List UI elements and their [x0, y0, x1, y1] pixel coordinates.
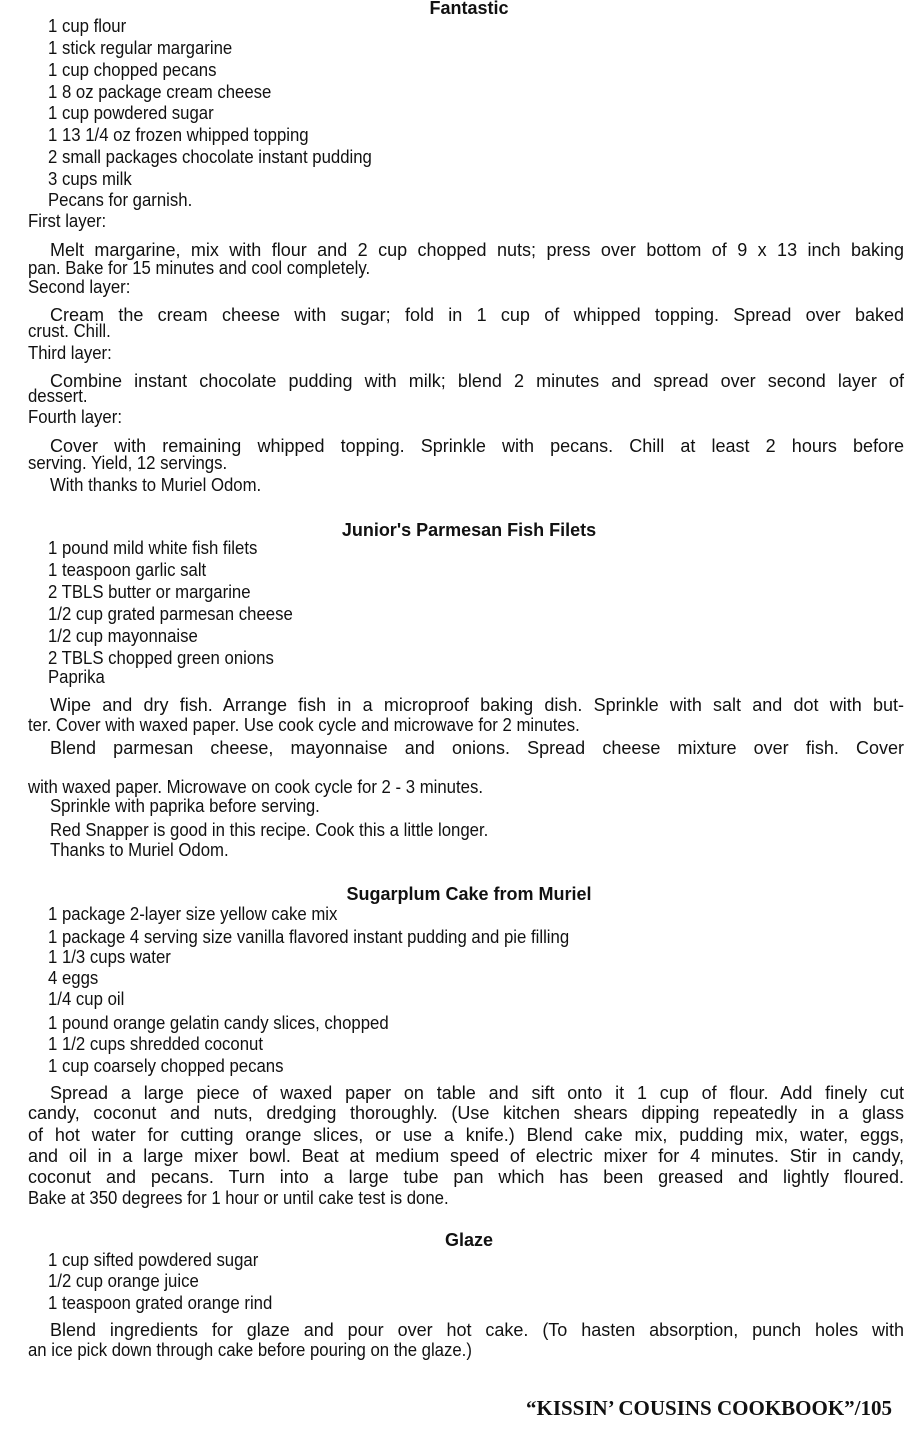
recipe-line: Melt margarine, mix with flour and 2 cup chopped nuts; press over bottom of 9 x 13 inch baking: [50, 240, 904, 260]
recipe-line: 2 TBLS butter or margarine: [48, 582, 251, 602]
recipe-line: Red Snapper is good in this recipe. Cook this a little longer.: [50, 820, 489, 840]
recipe-line: Blend ingredients for glaze and pour over hot cake. (To hasten absorption, punch holes with: [50, 1320, 904, 1340]
recipe-line: 4 eggs: [48, 968, 99, 988]
recipe-line: 1 pound mild white fish filets: [48, 538, 258, 558]
recipe-line: ter. Cover with waxed paper. Use cook cycle and microwave for 2 minutes.: [28, 715, 580, 735]
recipe-line: Thanks to Muriel Odom.: [50, 840, 229, 860]
recipe-line: 1 teaspoon garlic salt: [48, 560, 207, 580]
recipe-line: dessert.: [28, 386, 88, 406]
recipe-line: Cream the cream cheese with sugar; fold in 1 cup of whipped topping. Spread over baked: [50, 305, 904, 325]
recipe-line: 1 teaspoon grated orange rind: [48, 1293, 273, 1313]
recipe-line: coconut and pecans. Turn into a large tube pan which has been greased and lightly floured.: [28, 1167, 904, 1187]
recipe-line: and oil in a large mixer bowl. Beat at medium speed of electric mixer for 4 minutes. Stir in candy,: [28, 1146, 904, 1166]
recipe-line: 1 package 4 serving size vanilla flavored instant pudding and pie filling: [48, 927, 570, 947]
recipe-line: 1 pound orange gelatin candy slices, chopped: [48, 1013, 389, 1033]
recipe-title: Glaze: [444, 1230, 494, 1250]
recipe-line: 1 cup sifted powdered sugar: [48, 1250, 259, 1270]
recipe-line: Cover with remaining whipped topping. Sprinkle with pecans. Chill at least 2 hours before: [50, 436, 904, 456]
recipe-line: of hot water for cutting orange slices, or use a knife.) Blend cake mix, pudding mix, water, eggs,: [28, 1125, 904, 1145]
recipe-line: candy, coconut and nuts, dredging thoroughly. (Use kitchen shears dipping repeatedly in a glass: [28, 1103, 904, 1123]
recipe-line: with waxed paper. Microwave on cook cycle for 2 - 3 minutes.: [28, 777, 483, 797]
recipe-line: Second layer:: [28, 277, 131, 297]
recipe-line: pan. Bake for 15 minutes and cool completely.: [28, 258, 371, 278]
recipe-line: Wipe and dry fish. Arrange fish in a microproof baking dish. Sprinkle with salt and dot with but-: [50, 695, 904, 715]
recipe-line: an ice pick down through cake before pouring on the glaze.): [28, 1340, 472, 1360]
recipe-line: 1 1/2 cups shredded coconut: [48, 1034, 263, 1054]
recipe-line: 1 cup coarsely chopped pecans: [48, 1056, 284, 1076]
page-footer: “KISSIN’ COUSINS COOKBOOK”/105: [525, 1396, 892, 1420]
recipe-line: 1 1/3 cups water: [48, 947, 171, 967]
recipe-line: 2 TBLS chopped green onions: [48, 648, 274, 668]
recipe-title: Fantastic: [429, 0, 509, 18]
recipe-line: Paprika: [48, 667, 105, 687]
recipe-line: 1 cup flour: [48, 16, 127, 36]
recipe-line: crust. Chill.: [28, 321, 111, 341]
recipe-line: Combine instant chocolate pudding with milk; blend 2 minutes and spread over second layer of: [50, 371, 904, 391]
recipe-title: Junior's Parmesan Fish Filets: [341, 520, 597, 540]
recipe-line: 1/4 cup oil: [48, 989, 125, 1009]
recipe-line: Pecans for garnish.: [48, 190, 193, 210]
recipe-line: 1 package 2-layer size yellow cake mix: [48, 904, 338, 924]
recipe-line: serving. Yield, 12 servings.: [28, 453, 228, 473]
recipe-line: 1 cup chopped pecans: [48, 60, 217, 80]
recipe-line: Blend parmesan cheese, mayonnaise and onions. Spread cheese mixture over fish. Cover: [50, 738, 904, 758]
recipe-line: 1 8 oz package cream cheese: [48, 82, 272, 102]
recipe-line: Sprinkle with paprika before serving.: [50, 796, 320, 816]
recipe-line: With thanks to Muriel Odom.: [50, 475, 262, 495]
recipe-line: Spread a large piece of waxed paper on table and sift onto it 1 cup of flour. Add finely cut: [50, 1083, 904, 1103]
recipe-line: Third layer:: [28, 343, 112, 363]
recipe-line: Bake at 350 degrees for 1 hour or until cake test is done.: [28, 1188, 449, 1208]
recipe-line: 1/2 cup mayonnaise: [48, 626, 198, 646]
recipe-line: 2 small packages chocolate instant pudding: [48, 147, 372, 167]
recipe-line: 1 cup powdered sugar: [48, 103, 214, 123]
recipe-line: 1/2 cup orange juice: [48, 1271, 199, 1291]
recipe-line: First layer:: [28, 211, 107, 231]
recipe-line: 1 13 1/4 oz frozen whipped topping: [48, 125, 309, 145]
recipe-line: 1 stick regular margarine: [48, 38, 233, 58]
recipe-line: 3 cups milk: [48, 169, 132, 189]
recipe-line: 1/2 cup grated parmesan cheese: [48, 604, 293, 624]
recipe-line: Fourth layer:: [28, 407, 122, 427]
recipe-title: Sugarplum Cake from Muriel: [346, 884, 592, 904]
